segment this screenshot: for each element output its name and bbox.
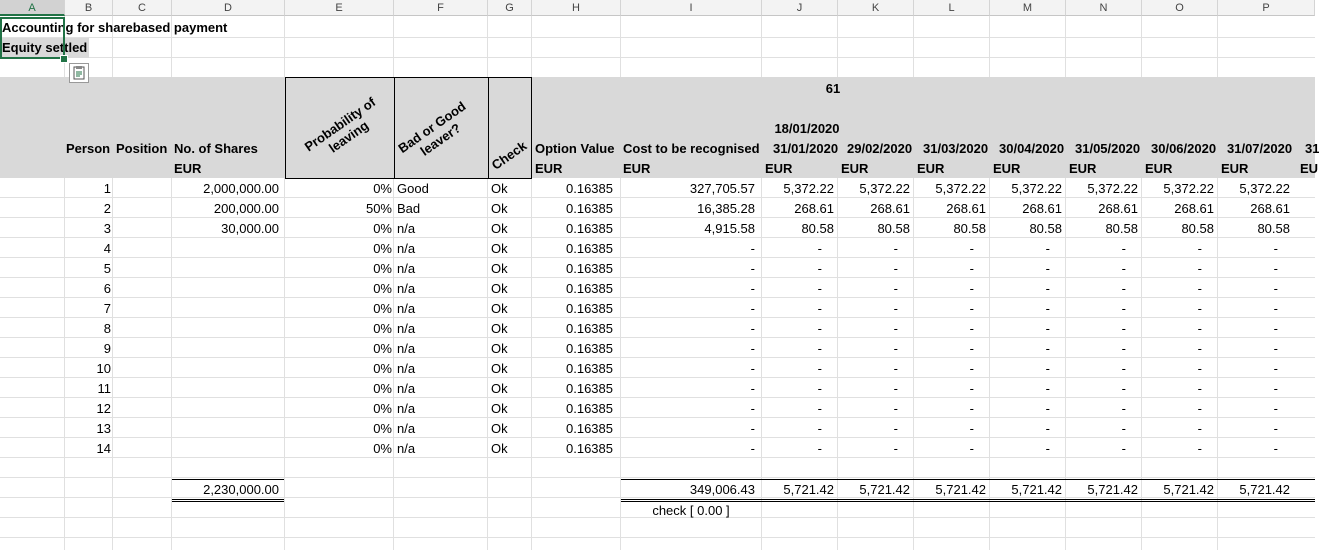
cell-person[interactable]: 7 (103, 301, 111, 316)
cell-period-1[interactable]: - (893, 341, 898, 356)
cell-option-value[interactable]: 0.16385 (566, 241, 613, 256)
cell-period-4[interactable]: 5,372.22 (1087, 181, 1138, 196)
cell-period-0[interactable]: 5,372.22 (783, 181, 834, 196)
header-date-5: 30/06/2020 (1151, 141, 1217, 156)
cell-period-6[interactable]: - (1273, 281, 1278, 296)
cell-period-4[interactable]: - (1121, 401, 1126, 416)
cell-period-3[interactable]: - (1045, 381, 1050, 396)
column-header-f[interactable]: F (394, 0, 488, 16)
cell-option-value[interactable]: 0.16385 (566, 281, 613, 296)
cell-period-1[interactable]: - (893, 361, 898, 376)
cell-period-3[interactable]: - (1045, 241, 1050, 256)
cell-leaver[interactable]: n/a (397, 301, 416, 316)
cell-period-3[interactable]: - (1045, 361, 1050, 376)
total-cost[interactable]: 349,006.43 (689, 482, 755, 497)
total-period-5[interactable]: 5,721.42 (1163, 482, 1214, 497)
cell-period-0[interactable]: - (817, 301, 822, 316)
cell-period-3[interactable]: - (1045, 301, 1050, 316)
total-shares-bottom-line (172, 499, 284, 500)
header-check: Check (488, 138, 530, 173)
cell-period-4[interactable]: 80.58 (1105, 221, 1138, 236)
cell-check[interactable]: Ok (491, 421, 508, 436)
grid-hline (0, 57, 1315, 58)
cell-period-6[interactable]: - (1273, 381, 1278, 396)
paste-options-icon[interactable] (69, 63, 89, 83)
cell-period-2[interactable]: - (969, 401, 974, 416)
cell-period-5[interactable]: - (1197, 261, 1202, 276)
cell-check[interactable]: Ok (491, 401, 508, 416)
cell-period-6[interactable]: - (1273, 261, 1278, 276)
cell-check[interactable]: Ok (491, 281, 508, 296)
cell-period-2[interactable]: - (969, 361, 974, 376)
header-date-0: 31/01/2020 (773, 141, 839, 156)
cell-period-0[interactable]: - (817, 421, 822, 436)
cell-period-1[interactable]: - (893, 261, 898, 276)
cell-shares[interactable] (172, 259, 279, 279)
column-header-c[interactable]: C (113, 0, 172, 16)
cell-cost[interactable]: 16,385.28 (697, 201, 755, 216)
period-count: 61 (825, 81, 841, 96)
header-date-1: 29/02/2020 (847, 141, 913, 156)
cell-period-2[interactable]: - (969, 241, 974, 256)
header-currency-shares: EUR (174, 161, 202, 176)
cell-person[interactable]: 12 (96, 401, 111, 416)
cell-period-1[interactable]: 80.58 (877, 221, 910, 236)
column-header-m[interactable]: M (990, 0, 1066, 16)
cell-leaver[interactable]: Bad (397, 201, 421, 216)
cell-shares[interactable] (172, 399, 279, 419)
cell-period-6[interactable]: - (1273, 441, 1278, 456)
cell-probability[interactable]: 0% (373, 261, 392, 276)
cell-period-3[interactable]: - (1045, 421, 1050, 436)
cell-person[interactable]: 8 (103, 321, 111, 336)
cell-period-5[interactable]: 80.58 (1181, 221, 1214, 236)
cell-period-5[interactable]: - (1197, 301, 1202, 316)
cell-check[interactable]: Ok (491, 221, 508, 236)
cell-period-6[interactable]: - (1273, 401, 1278, 416)
cell-shares[interactable] (172, 319, 279, 339)
cell-period-2[interactable]: - (969, 281, 974, 296)
cell-option-value[interactable]: 0.16385 (566, 201, 613, 216)
cell-probability[interactable]: 0% (373, 381, 392, 396)
cell-period-4[interactable]: - (1121, 281, 1126, 296)
column-header-g[interactable]: G (488, 0, 532, 16)
cell-shares[interactable]: 30,000.00 (221, 221, 279, 236)
total-period-6[interactable]: 5,721.42 (1239, 482, 1290, 497)
cell-period-6[interactable]: - (1273, 341, 1278, 356)
cell-option-value[interactable]: 0.16385 (566, 381, 613, 396)
cell-probability[interactable]: 0% (373, 401, 392, 416)
cell-leaver[interactable]: n/a (397, 261, 416, 276)
cell-person[interactable]: 1 (103, 181, 111, 196)
column-header-j[interactable]: J (762, 0, 838, 16)
cell-period-1[interactable]: - (893, 301, 898, 316)
cell-period-0[interactable]: - (817, 441, 822, 456)
cell-period-2[interactable]: - (969, 321, 974, 336)
cell-period-4[interactable]: - (1121, 241, 1126, 256)
cell-leaver[interactable]: n/a (397, 441, 416, 456)
cell-check[interactable]: Ok (491, 201, 508, 216)
cell-option-value[interactable]: 0.16385 (566, 441, 613, 456)
cell-probability[interactable]: 0% (373, 441, 392, 456)
cell-period-4[interactable]: - (1121, 441, 1126, 456)
cell-cost[interactable]: - (750, 441, 755, 456)
fill-handle[interactable] (60, 55, 68, 63)
cell-period-6[interactable]: - (1273, 421, 1278, 436)
cell-period-6[interactable]: 5,372.22 (1239, 181, 1290, 196)
cell-period-1[interactable]: 5,372.22 (859, 181, 910, 196)
cell-cost[interactable]: - (750, 341, 755, 356)
cell-person[interactable]: 13 (96, 421, 111, 436)
cell-leaver[interactable]: n/a (397, 401, 416, 416)
cell-period-0[interactable]: - (817, 401, 822, 416)
cell-period-4[interactable]: - (1121, 301, 1126, 316)
cell-shares[interactable]: 200,000.00 (213, 201, 279, 216)
cell-period-2[interactable]: - (969, 421, 974, 436)
column-header-o[interactable]: O (1142, 0, 1218, 16)
cell-period-4[interactable]: 268.61 (1098, 201, 1138, 216)
cell-option-value[interactable]: 0.16385 (566, 321, 613, 336)
header-date-6: 31/07/2020 (1227, 141, 1293, 156)
cell-period-3[interactable]: - (1045, 261, 1050, 276)
cell-period-4[interactable]: - (1121, 361, 1126, 376)
header-currency-period-4: EUR (1069, 161, 1097, 176)
header-currency-period-3: EUR (993, 161, 1021, 176)
grid-hline (0, 477, 1315, 478)
cell-person[interactable]: 14 (96, 441, 111, 456)
cell-probability[interactable]: 0% (373, 421, 392, 436)
cell-period-0[interactable]: - (817, 381, 822, 396)
column-header-d[interactable]: D (172, 0, 285, 16)
cell-period-1[interactable]: - (893, 441, 898, 456)
total-period-1[interactable]: 5,721.42 (859, 482, 910, 497)
cell-person[interactable]: 2 (103, 201, 111, 216)
header-currency-period-0: EUR (765, 161, 793, 176)
cell-check[interactable]: Ok (491, 261, 508, 276)
cell-period-3[interactable]: 268.61 (1022, 201, 1062, 216)
cell-period-3[interactable]: 5,372.22 (1011, 181, 1062, 196)
header-position: Position (116, 141, 168, 156)
cell-check[interactable]: Ok (491, 381, 508, 396)
cell-period-0[interactable]: - (817, 361, 822, 376)
cell-shares[interactable] (172, 339, 279, 359)
cell-period-0[interactable]: - (817, 281, 822, 296)
header-person: Person (66, 141, 111, 156)
header-currency-option: EUR (535, 161, 563, 176)
cell-period-2[interactable]: - (969, 381, 974, 396)
cell-option-value[interactable]: 0.16385 (566, 421, 613, 436)
cell-cost[interactable]: 327,705.57 (689, 181, 755, 196)
cell-period-4[interactable]: - (1121, 341, 1126, 356)
header-currency-period-1: EUR (841, 161, 869, 176)
cell-cost[interactable]: - (750, 241, 755, 256)
header-date-4: 31/05/2020 (1075, 141, 1141, 156)
cell-period-4[interactable]: - (1121, 321, 1126, 336)
cell-leaver[interactable]: Good (397, 181, 429, 196)
header-date-2: 31/03/2020 (923, 141, 989, 156)
cell-check[interactable]: Ok (491, 301, 508, 316)
cell-period-0[interactable]: - (817, 341, 822, 356)
cell-period-6[interactable]: - (1273, 321, 1278, 336)
cell-option-value[interactable]: 0.16385 (566, 301, 613, 316)
cell-period-5[interactable]: - (1197, 421, 1202, 436)
header-currency-period-2: EUR (917, 161, 945, 176)
cell-leaver[interactable]: n/a (397, 361, 416, 376)
header-prob-leaving-text: Probability of leaving (301, 94, 379, 156)
column-header-i[interactable]: I (621, 0, 762, 16)
cell-period-5[interactable]: - (1197, 321, 1202, 336)
cell-probability[interactable]: 50% (365, 201, 392, 216)
cell-shares[interactable] (172, 239, 279, 259)
header-currency-period-7: EU (1300, 161, 1319, 176)
cell-person[interactable]: 10 (96, 361, 111, 376)
cell-period-1[interactable]: - (893, 321, 898, 336)
cell-cost[interactable]: - (750, 381, 755, 396)
header-currency-cost: EUR (623, 161, 651, 176)
cell-person[interactable]: 11 (97, 381, 111, 396)
cell-option-value[interactable]: 0.16385 (566, 361, 613, 376)
cell-period-5[interactable]: 268.61 (1174, 201, 1214, 216)
cell-shares[interactable] (172, 379, 279, 399)
cell-period-1[interactable]: - (893, 381, 898, 396)
cell-period-5[interactable]: - (1197, 241, 1202, 256)
cell-period-1[interactable]: 268.61 (870, 201, 910, 216)
column-header-l[interactable]: L (914, 0, 990, 16)
cell-option-value[interactable]: 0.16385 (566, 261, 613, 276)
cell-cost[interactable]: - (750, 421, 755, 436)
cell-check[interactable]: Ok (491, 361, 508, 376)
cell-period-4[interactable]: - (1121, 261, 1126, 276)
cell-shares[interactable] (172, 359, 279, 379)
cell-period-2[interactable]: - (969, 261, 974, 276)
cell-period-0[interactable]: 268.61 (794, 201, 834, 216)
cell-period-2[interactable]: - (969, 341, 974, 356)
column-header-h[interactable]: H (532, 0, 621, 16)
cell-period-0[interactable]: - (817, 321, 822, 336)
cell-period-5[interactable]: - (1197, 381, 1202, 396)
header-bad-good-text: Bad or Good leaver? (395, 98, 469, 159)
cell-person[interactable]: 9 (103, 341, 111, 356)
cell-shares[interactable] (172, 279, 279, 299)
sheet-subtitle: Equity settled (2, 38, 89, 58)
header-no-of-shares: No. of Shares (174, 141, 258, 156)
cell-cost[interactable]: - (750, 361, 755, 376)
cell-period-5[interactable]: 5,372.22 (1163, 181, 1214, 196)
column-header-b[interactable]: B (65, 0, 113, 16)
cell-leaver[interactable]: n/a (397, 281, 416, 296)
cell-person[interactable]: 5 (103, 261, 111, 276)
cell-period-2[interactable]: - (969, 441, 974, 456)
cell-period-5[interactable]: - (1197, 281, 1202, 296)
cell-period-1[interactable]: - (893, 281, 898, 296)
cell-shares[interactable]: 2,000,000.00 (203, 181, 279, 196)
sheet-title: Accounting for sharebased payment (2, 20, 228, 35)
column-header-a[interactable]: A (0, 0, 65, 16)
cell-period-2[interactable]: - (969, 301, 974, 316)
cell-probability[interactable]: 0% (373, 181, 392, 196)
cell-period-6[interactable]: - (1273, 361, 1278, 376)
cell-period-3[interactable]: - (1045, 401, 1050, 416)
cell-period-1[interactable]: - (893, 421, 898, 436)
check-total[interactable]: check [ 0.00 ] (652, 503, 730, 518)
cell-period-6[interactable]: - (1273, 241, 1278, 256)
cell-period-6[interactable]: - (1273, 301, 1278, 316)
cell-period-1[interactable]: - (893, 401, 898, 416)
cell-leaver[interactable]: n/a (397, 321, 416, 336)
header-date-7: 31 (1305, 141, 1319, 156)
column-header-e[interactable]: E (285, 0, 394, 16)
cell-probability[interactable]: 0% (373, 241, 392, 256)
cell-option-value[interactable]: 0.16385 (566, 221, 613, 236)
cell-cost[interactable]: - (750, 261, 755, 276)
cell-probability[interactable]: 0% (373, 301, 392, 316)
cell-probability[interactable]: 0% (373, 341, 392, 356)
cell-leaver[interactable]: n/a (397, 341, 416, 356)
cell-leaver[interactable]: n/a (397, 241, 416, 256)
cell-cost[interactable]: - (750, 321, 755, 336)
cell-cost[interactable]: - (750, 301, 755, 316)
cell-period-0[interactable]: 80.58 (801, 221, 834, 236)
cell-period-3[interactable]: - (1045, 341, 1050, 356)
cell-option-value[interactable]: 0.16385 (566, 341, 613, 356)
cell-period-2[interactable]: 80.58 (953, 221, 986, 236)
header-currency-period-6: EUR (1221, 161, 1249, 176)
cell-period-2[interactable]: 5,372.22 (935, 181, 986, 196)
cell-person[interactable]: 3 (103, 221, 111, 236)
cell-person[interactable]: 6 (103, 281, 111, 296)
total-shares[interactable]: 2,230,000.00 (203, 482, 279, 497)
cell-check[interactable]: Ok (491, 241, 508, 256)
cell-check[interactable]: Ok (491, 341, 508, 356)
cell-period-3[interactable]: 80.58 (1029, 221, 1062, 236)
column-header-n[interactable]: N (1066, 0, 1142, 16)
cell-probability[interactable]: 0% (373, 321, 392, 336)
header-currency-period-5: EUR (1145, 161, 1173, 176)
cell-cost[interactable]: - (750, 281, 755, 296)
total-shares-bottom-line-2 (172, 501, 284, 502)
cell-period-0[interactable]: - (817, 261, 822, 276)
cell-check[interactable]: Ok (491, 321, 508, 336)
cell-probability[interactable]: 0% (373, 281, 392, 296)
cell-option-value[interactable]: 0.16385 (566, 181, 613, 196)
cell-person[interactable]: 4 (103, 241, 111, 256)
cell-cost[interactable]: 4,915.58 (704, 221, 755, 236)
total-period-3[interactable]: 5,721.42 (1011, 482, 1062, 497)
cell-check[interactable]: Ok (491, 181, 508, 196)
cell-period-3[interactable]: - (1045, 441, 1050, 456)
cell-period-4[interactable]: - (1121, 381, 1126, 396)
cell-period-3[interactable]: - (1045, 321, 1050, 336)
cell-cost[interactable]: - (750, 401, 755, 416)
cell-period-4[interactable]: - (1121, 421, 1126, 436)
cell-option-value[interactable]: 0.16385 (566, 401, 613, 416)
cell-probability[interactable]: 0% (373, 221, 392, 236)
cell-period-3[interactable]: - (1045, 281, 1050, 296)
cell-shares[interactable] (172, 419, 279, 439)
cell-period-0[interactable]: - (817, 241, 822, 256)
total-period-4[interactable]: 5,721.42 (1087, 482, 1138, 497)
cell-period-5[interactable]: - (1197, 341, 1202, 356)
cell-period-5[interactable]: - (1197, 401, 1202, 416)
cell-check[interactable]: Ok (491, 441, 508, 456)
header-date-3: 30/04/2020 (999, 141, 1065, 156)
header-option-value: Option Value (535, 141, 615, 156)
cell-leaver[interactable]: n/a (397, 381, 416, 396)
column-header-p[interactable]: P (1218, 0, 1315, 16)
cell-shares[interactable] (172, 439, 279, 459)
active-cell-selection[interactable] (0, 17, 65, 59)
first-date: 18/01/2020 (774, 121, 840, 136)
cell-period-6[interactable]: 80.58 (1257, 221, 1290, 236)
grid-hline (0, 537, 1315, 538)
cell-period-6[interactable]: 268.61 (1250, 201, 1290, 216)
cell-period-2[interactable]: 268.61 (946, 201, 986, 216)
cell-period-5[interactable]: - (1197, 441, 1202, 456)
cell-leaver[interactable]: n/a (397, 421, 416, 436)
total-period-2[interactable]: 5,721.42 (935, 482, 986, 497)
column-header-k[interactable]: K (838, 0, 914, 16)
cell-probability[interactable]: 0% (373, 361, 392, 376)
total-period-0[interactable]: 5,721.42 (783, 482, 834, 497)
cell-period-1[interactable]: - (893, 241, 898, 256)
cell-shares[interactable] (172, 299, 279, 319)
cell-period-5[interactable]: - (1197, 361, 1202, 376)
cell-leaver[interactable]: n/a (397, 221, 416, 236)
header-cost-recognised: Cost to be recognised (623, 141, 760, 156)
